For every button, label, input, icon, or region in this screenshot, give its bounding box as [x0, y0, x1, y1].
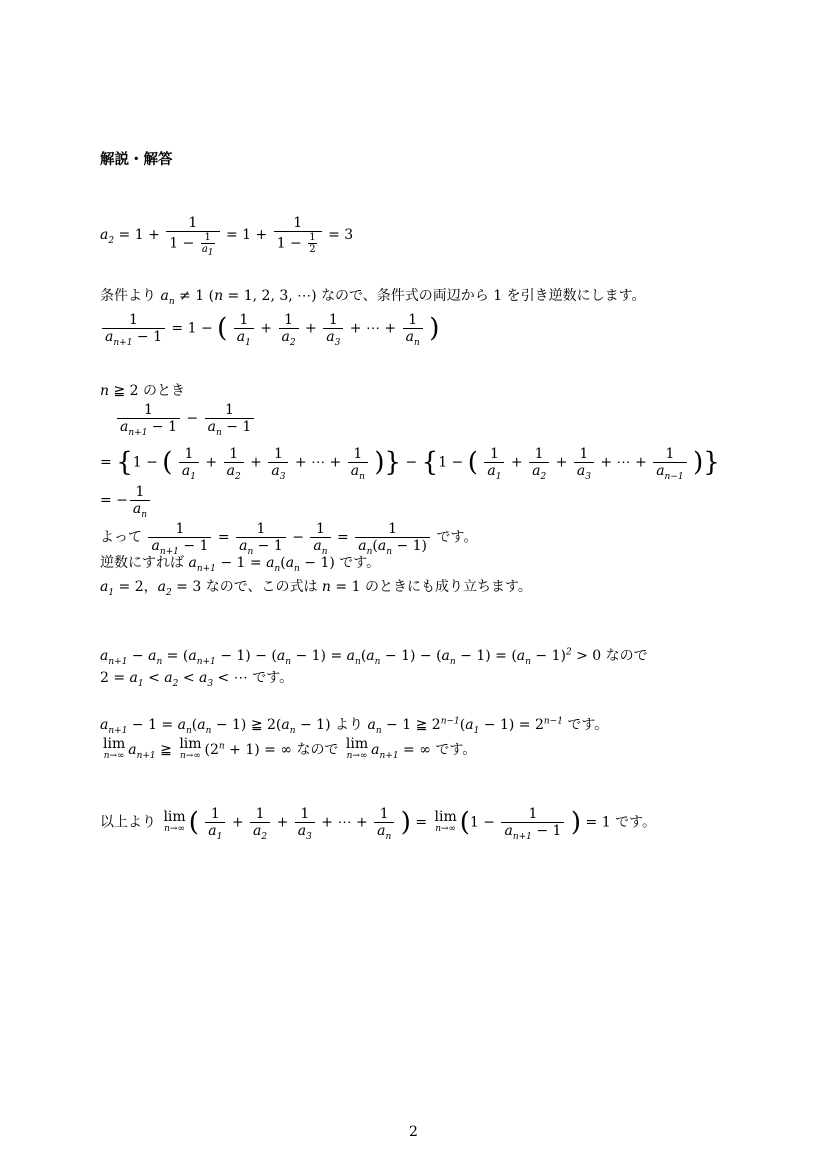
equation-difference: $\frac{1}{a_{n+1} - 1}$ − $\frac{1}{a_n - 1}$	[115, 402, 256, 435]
desu-2: です。	[339, 555, 381, 571]
section-heading: 解説・解答	[100, 152, 173, 168]
init-tail-2: のときにも成り立ちます。	[364, 579, 532, 595]
yotte-label: よって	[100, 529, 142, 546]
equation-reciprocal: $\frac{1}{a_{n+1} - 1}$ = 1 − ( $\frac{1}{a_1}$ + $\frac{1}{a_2}$ + $\frac{1}{a_3}$ + ⋯ + $\frac{1}{a_n}$ )	[100, 312, 439, 345]
desu-6: です。	[615, 814, 656, 831]
equation-result: = − $\frac{1}{a_n}$	[100, 484, 152, 517]
monotone-line: $a_{n+1} - a_n = (a_{n+1} - 1) - (a_n - 1) = a_n(a_n - 1) - (a_n - 1) = (a_n - 1)^2 > 0$ なので	[100, 647, 648, 667]
ijou-yori-label: 以上より	[100, 814, 156, 831]
equation-yotte: よって $\frac{1}{a_{n+1} - 1}$ = $\frac{1}{a_n - 1}$ − $\frac{1}{a_n}$ = $\frac{1}{a_n(a_n - 1)}$ です。	[100, 521, 478, 557]
nanode-2: なので	[296, 742, 339, 758]
conclusion-line: 以上より lim n→∞ ( $\frac{1}{a_1}$ + $\frac{1}{a_2}$ + $\frac{1}{a_3}$ + ⋯ + $\frac{1}{a_n}$ ) = lim n→∞ (1 − $\frac{1}{a_{n+1} - 1}$ ) = 1 です。	[100, 806, 656, 842]
condition-label: 条件より	[100, 288, 156, 304]
limit-infinity-line: lim n→∞ $a_{n+1}$ ≧ lim n→∞ $(2^n + 1)$ = ∞ なので lim n→∞ $a_{n+1}$ = ∞ です。	[103, 736, 477, 761]
bound-line: $a_{n+1} - 1 = a_n(a_n - 1)$ ≧ $2(a_n - 1)$ より $a_n - 1$ ≧ $2^{n-1}(a_1 - 1) = 2^{n-1}$ です。	[100, 716, 609, 736]
n-ge-2-label: のとき	[143, 383, 186, 399]
initial-values-line: $a_1 = 2$，$a_2 = 3$ なので、この式は n = 1 のときにも成り立ちます。	[100, 579, 532, 598]
desu-1: です。	[436, 529, 478, 546]
init-tail: なので、この式は	[205, 579, 318, 595]
desu-3: です。	[252, 670, 294, 686]
condition-n-ge-2: n ≧ 2 のとき	[100, 383, 186, 399]
reciprocal-line: 逆数にすれば $a_{n+1} - 1 = a_n(a_n - 1)$ です。	[100, 555, 381, 574]
increasing-line: $2 = a_1 < a_2 < a_3$ < ⋯ です。	[100, 670, 294, 689]
page-number: 2	[409, 1124, 418, 1140]
a2-result: = 3	[328, 227, 354, 243]
condition-line: 条件より $a_n \ne 1$ (n = 1, 2, 3, ⋯) なので、条件式の両辺から 1 を引き逆数にします。	[100, 288, 646, 307]
nanode-1: なので	[605, 648, 648, 664]
desu-5: です。	[435, 742, 477, 758]
yori-label: より	[335, 717, 363, 733]
equation-a2: $a_2 = 1$ + 1 1 − $\frac{1}{a_1}$ = 1 + 1 1 − $\frac{1}{2}$ = 3	[100, 215, 354, 258]
desu-4: です。	[567, 717, 609, 733]
gyakusu-label: 逆数にすれば	[100, 555, 184, 571]
condition-tail: なので、条件式の両辺から 1 を引き逆数にします。	[321, 288, 646, 304]
equation-expand: = {1 − ( $\frac{1}{a_1}$ + $\frac{1}{a_2}$ + $\frac{1}{a_3}$ + ⋯ + $\frac{1}{a_n}$ )} − {1 − ( $\frac{1}{a_1}$ + $\frac{1}{a_2}$ + $\frac{1}{a_3}$ + ⋯ + $\frac{1}{a_{n-1}}$ )}	[100, 446, 720, 482]
